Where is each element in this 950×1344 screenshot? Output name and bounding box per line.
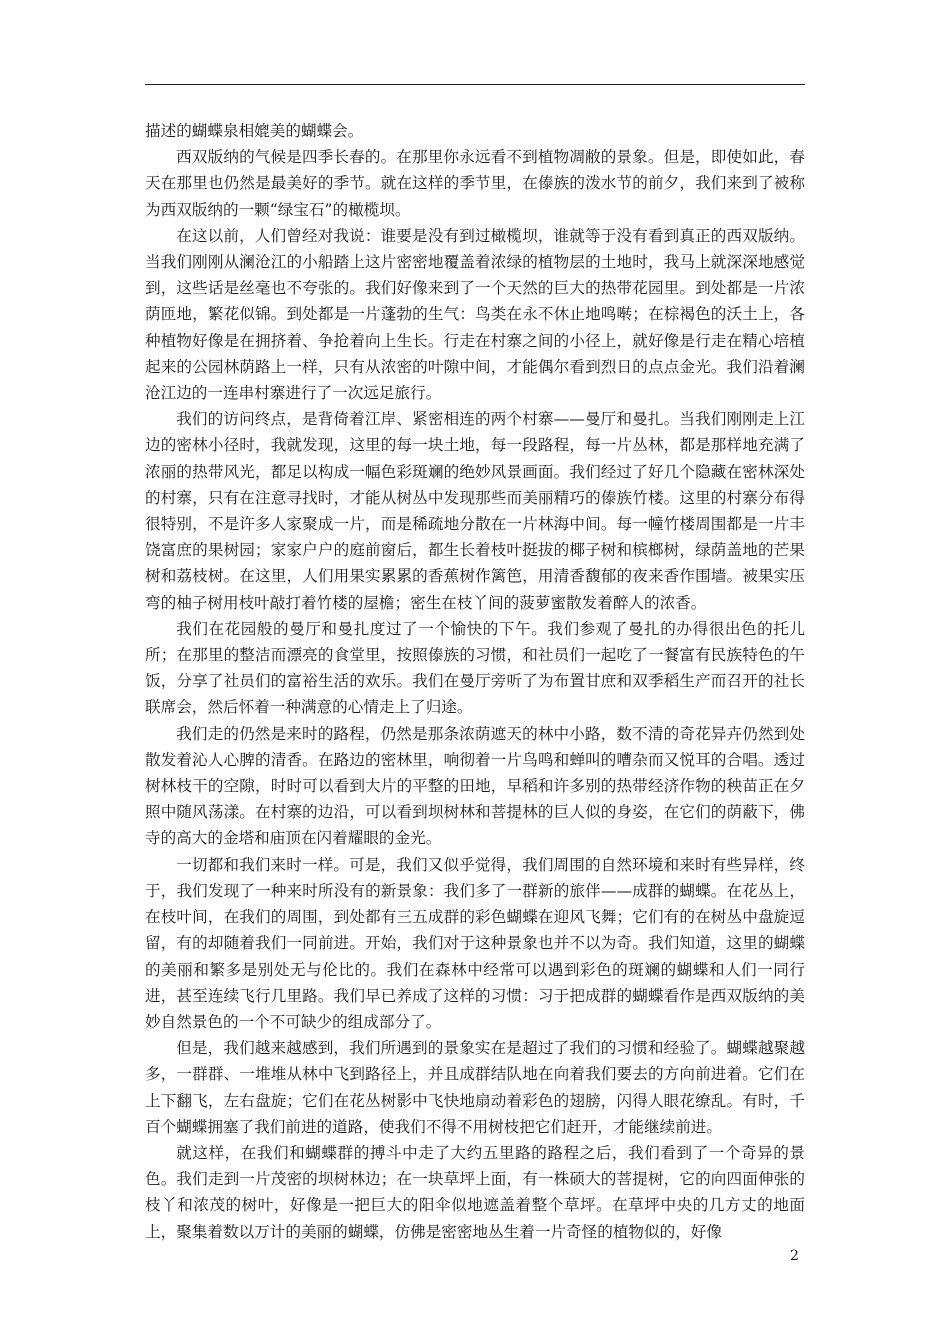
paragraph-climate: 西双版纳的气候是四季长春的。在那里你永远看不到植物凋敝的景象。但是，即使如此，春天在那里也仍然是最美好的季节。就在这样的季节里，在傣族的泼水节的前夕，我们来到了被称为西双版纳的一颗“绿宝石”的橄榄坝。	[145, 148, 805, 219]
paragraph-afternoon: 我们在花园般的曼厅和曼扎度过了一个愉快的下午。我们参观了曼扎的办得很出色的托儿所；在那里的整洁而漂亮的食堂里，按照傣族的习惯，和社员们一起吃了一餐富有民族特色的午饭，分享了社员们的富裕生活的欢乐。我们在曼厅旁听了为布置甘庶和双季稻生产而召开的社长联席会，然后怀着一种满意的心情走上了归途。	[145, 619, 805, 717]
paragraph-return-path: 我们走的仍然是来时的路程，仍然是那条浓荫遮天的林中小路，数不清的奇花异卉仍然到处散发着沁人心脾的清香。在路边的密林里，响彻着一片鸟鸣和蝉叫的嘈杂而又悦耳的合唱。透过树林枝干的空隙，时时可以看到大片的平整的田地，早稻和许多别的热带经济作物的秧苗正在夕照中随风荡漾。在村寨的边沿，可以看到坝树林和菩提林的巨人似的身姿，在它们的荫蔽下，佛寺的高大的金塔和庙顶在闪着耀眼的金光。	[145, 724, 805, 848]
paragraph-villages: 我们的访问终点，是背倚着江岸、紧密相连的两个村寨——曼厅和曼扎。当我们刚刚走上江边的密林小径时，我就发现，这里的每一块土地，每一段路程，每一片丛林，都是那样地充满了浓丽的热带风光，都足以构成一幅色彩斑斓的绝妙风景画面。我们经过了好几个隐藏在密林深处的村寨，只有在注意寻找时，才能从树丛中发现那些而美丽精巧的傣族竹楼。这里的村寨分布得很特别，不是许多人家聚成一片，而是稀疏地分散在一片林海中间。每一幢竹楼周围都是一片丰饶富庶的果树园；家家户户的庭前窗后，都生长着枝叶挺拔的椰子树和槟榔树，绿荫盖地的芒果树和荔枝树。在这里，人们用果实累累的香蕉树作篱笆，用清香馥郁的夜来香作围墙。被果实压弯的柚子树用枝叶敲打着竹楼的屋檐；密生在枝丫间的菠萝蜜散发着醉人的浓香。	[145, 410, 805, 612]
paragraph-butterflies-appear: 一切都和我们来时一样。可是，我们又似乎觉得，我们周围的自然环境和来时有些异样，终于，我们发现了一种来时所没有的新景象：我们多了一群新的旅伴——成群的蝴蝶。在花丛上，在枝叶间，在我们的周围，到处都有三五成群的彩色蝴蝶在迎风飞舞；它们有的在树丛中盘旋逗留，有的却随着我们一同前进。开始，我们对于这种景象也并不以为奇。我们知道，这里的蝴蝶的美丽和繁多是别处无与伦比的。我们在森林中经常可以遇到彩色的斑斓的蝴蝶和人们一同行进，甚至连续飞行几里路。我们早已养成了这样的习惯：习于把成群的蝴蝶看作是西双版纳的美妙自然景色的一个不可缺少的组成部分了。	[145, 855, 805, 1031]
header-rule	[145, 84, 805, 85]
paragraph-butterflies-gather: 但是，我们越来越感到，我们所遇到的景象实在是超过了我们的习惯和经验了。蝴蝶越聚越多，一群群、一堆堆从林中飞到路径上，并且成群结队地在向着我们要去的方向前进着。它们在上下翻飞，左右盘旋；它们在花丛树影中飞快地扇动着彩色的翅膀，闪得人眼花缭乱。有时，千百个蝴蝶拥塞了我们前进的道路，使我们不得不用树枝把它们赶开，才能继续前进。	[145, 1039, 805, 1136]
paragraph-continuation: 描述的蝴蝶泉相媲美的蝴蝶会。	[145, 122, 364, 140]
article-body	[145, 118, 805, 1245]
page-number: 2	[790, 1248, 799, 1264]
paragraph-strange-scene: 就这样，在我们和蝴蝶群的搏斗中走了大约五里路的路程之后，我们看到了一个奇异的景色。我们走到一片茂密的坝树林边；在一块草坪上面，有一株硕大的菩提树，它的向四面伸张的枝丫和浓茂的树叶，好像是一把巨大的阳伞似地遮盖着整个草坪。在草坪中央的几方丈的地面上，聚集着数以万计的美丽的蝴蝶，仿佛是密密地丛生着一片奇怪的植物似的，好像	[145, 1143, 805, 1241]
paragraph-ganlanba: 在这以前，人们曾经对我说：谁要是没有到过橄榄坝，谁就等于没有看到真正的西双版纳。当我们刚刚从澜沧江的小船踏上这片密密地覆盖着浓绿的植物层的土地时，我马上就深深地感觉到，这些话是丝毫也不夸张的。我们好像来到了一个天然的巨大的热带花园里。到处都是一片浓荫匝地，繁花似锦。到处都是一片蓬勃的生气：鸟类在永不休止地鸣啭；在棕褐色的沃土上，各种植物好像是在拥挤着、争抢着向上生长。行走在村寨之间的小径上，就好像是行走在精心培植起来的公园林荫路上一样，只有从浓密的叶隙中间，才能偶尔看到烈日的点点金光。我们沿着澜沧江边的一连串村寨进行了一次远足旅行。	[145, 226, 805, 403]
